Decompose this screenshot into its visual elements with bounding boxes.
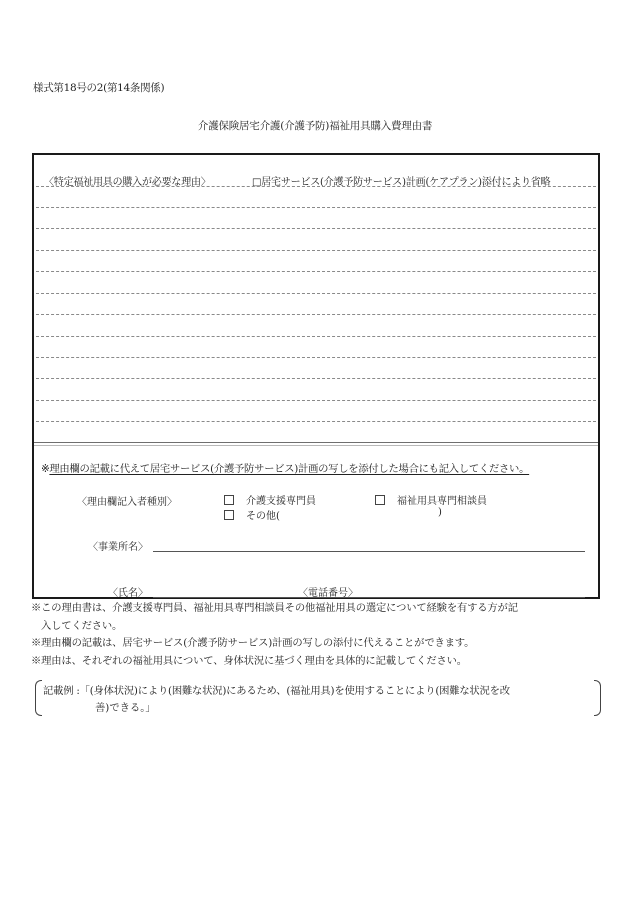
checkbox-other[interactable] [224,507,280,522]
note-1-cont: 入してください。 [41,619,123,632]
person-name-label: 〈氏名〉 [108,588,148,599]
reason-label: 〈特定福祉用具の購入が必要な理由〉 [44,177,211,188]
note-2: ※理由欄の記載は、居宅サービス(介護予防サービス)計画の写しの添付に代えることができます。 [31,637,475,649]
example-box [35,680,601,716]
note-3: ※理由は、それぞれの福祉用具について、身体状況に基づく理由を具体的に記載してください。 [31,654,467,667]
checkbox-care-manager[interactable] [224,492,316,507]
checkbox-label: 介護支援専門員 [246,496,316,507]
name-phone-input[interactable] [153,597,585,598]
left-bracket [35,680,42,716]
reason-line-9[interactable] [36,378,596,379]
reason-line-4[interactable] [36,271,596,272]
reason-line-5[interactable] [36,293,596,294]
checkbox-label: 福祉用具専門相談員 [397,496,487,507]
checkbox-icon[interactable] [375,495,385,505]
phone-number-label: 〈電話番号〉 [298,588,358,599]
reason-line-10[interactable] [36,400,596,401]
checkbox-icon[interactable] [224,495,234,505]
careplan-omit-checkbox[interactable]: □居宅サービス(介護予防サービス)計画(ケアプラン)添付により省略 [252,177,551,188]
reason-line-1[interactable] [36,207,596,208]
reason-line-6[interactable] [36,314,596,315]
right-bracket [594,680,601,716]
notes-section [31,600,603,670]
example-line-1: 記載例 :「(身体状況)により(困難な状況)にあるため、(福祉用具)を使用することにより(困難な状況を改 [43,685,510,697]
checkbox-icon[interactable] [224,510,234,520]
entrant-type-label: 〈理由欄記入者種別〉 [77,497,177,508]
example-line-2: 善)できる。」 [95,702,156,714]
attachment-note-text: 理由欄の記載に代えて居宅サービス(介護予防サービス)計画の写しを添付した場合にも記入してください。 [49,463,530,475]
reason-form-box [32,153,600,599]
checkbox-label: その他( [246,511,280,522]
reason-line-2[interactable] [36,228,596,229]
reason-line-11[interactable] [36,421,596,422]
reason-line-7[interactable] [36,336,596,337]
office-name-label: 〈事業所名〉 [88,542,148,553]
office-name-input[interactable] [153,551,585,552]
checkbox-welfare-consultant[interactable] [375,492,487,507]
attachment-note [41,460,529,475]
reason-line-3[interactable] [36,250,596,251]
document-title: 介護保険居宅介護(介護予防)福祉用具購入費理由書 [197,120,433,132]
other-close-paren: ) [438,507,442,518]
section-divider [34,442,598,446]
note-mark: ※ [41,463,50,475]
reason-line-8[interactable] [36,357,596,358]
form-number: 様式第18号の2(第14条関係) [33,82,165,94]
note-1: ※この理由書は、介護支援専門員、福祉用具専門相談員その他福祉用具の選定について経験を有する方が記 [31,602,518,614]
reason-line-header [36,186,596,187]
